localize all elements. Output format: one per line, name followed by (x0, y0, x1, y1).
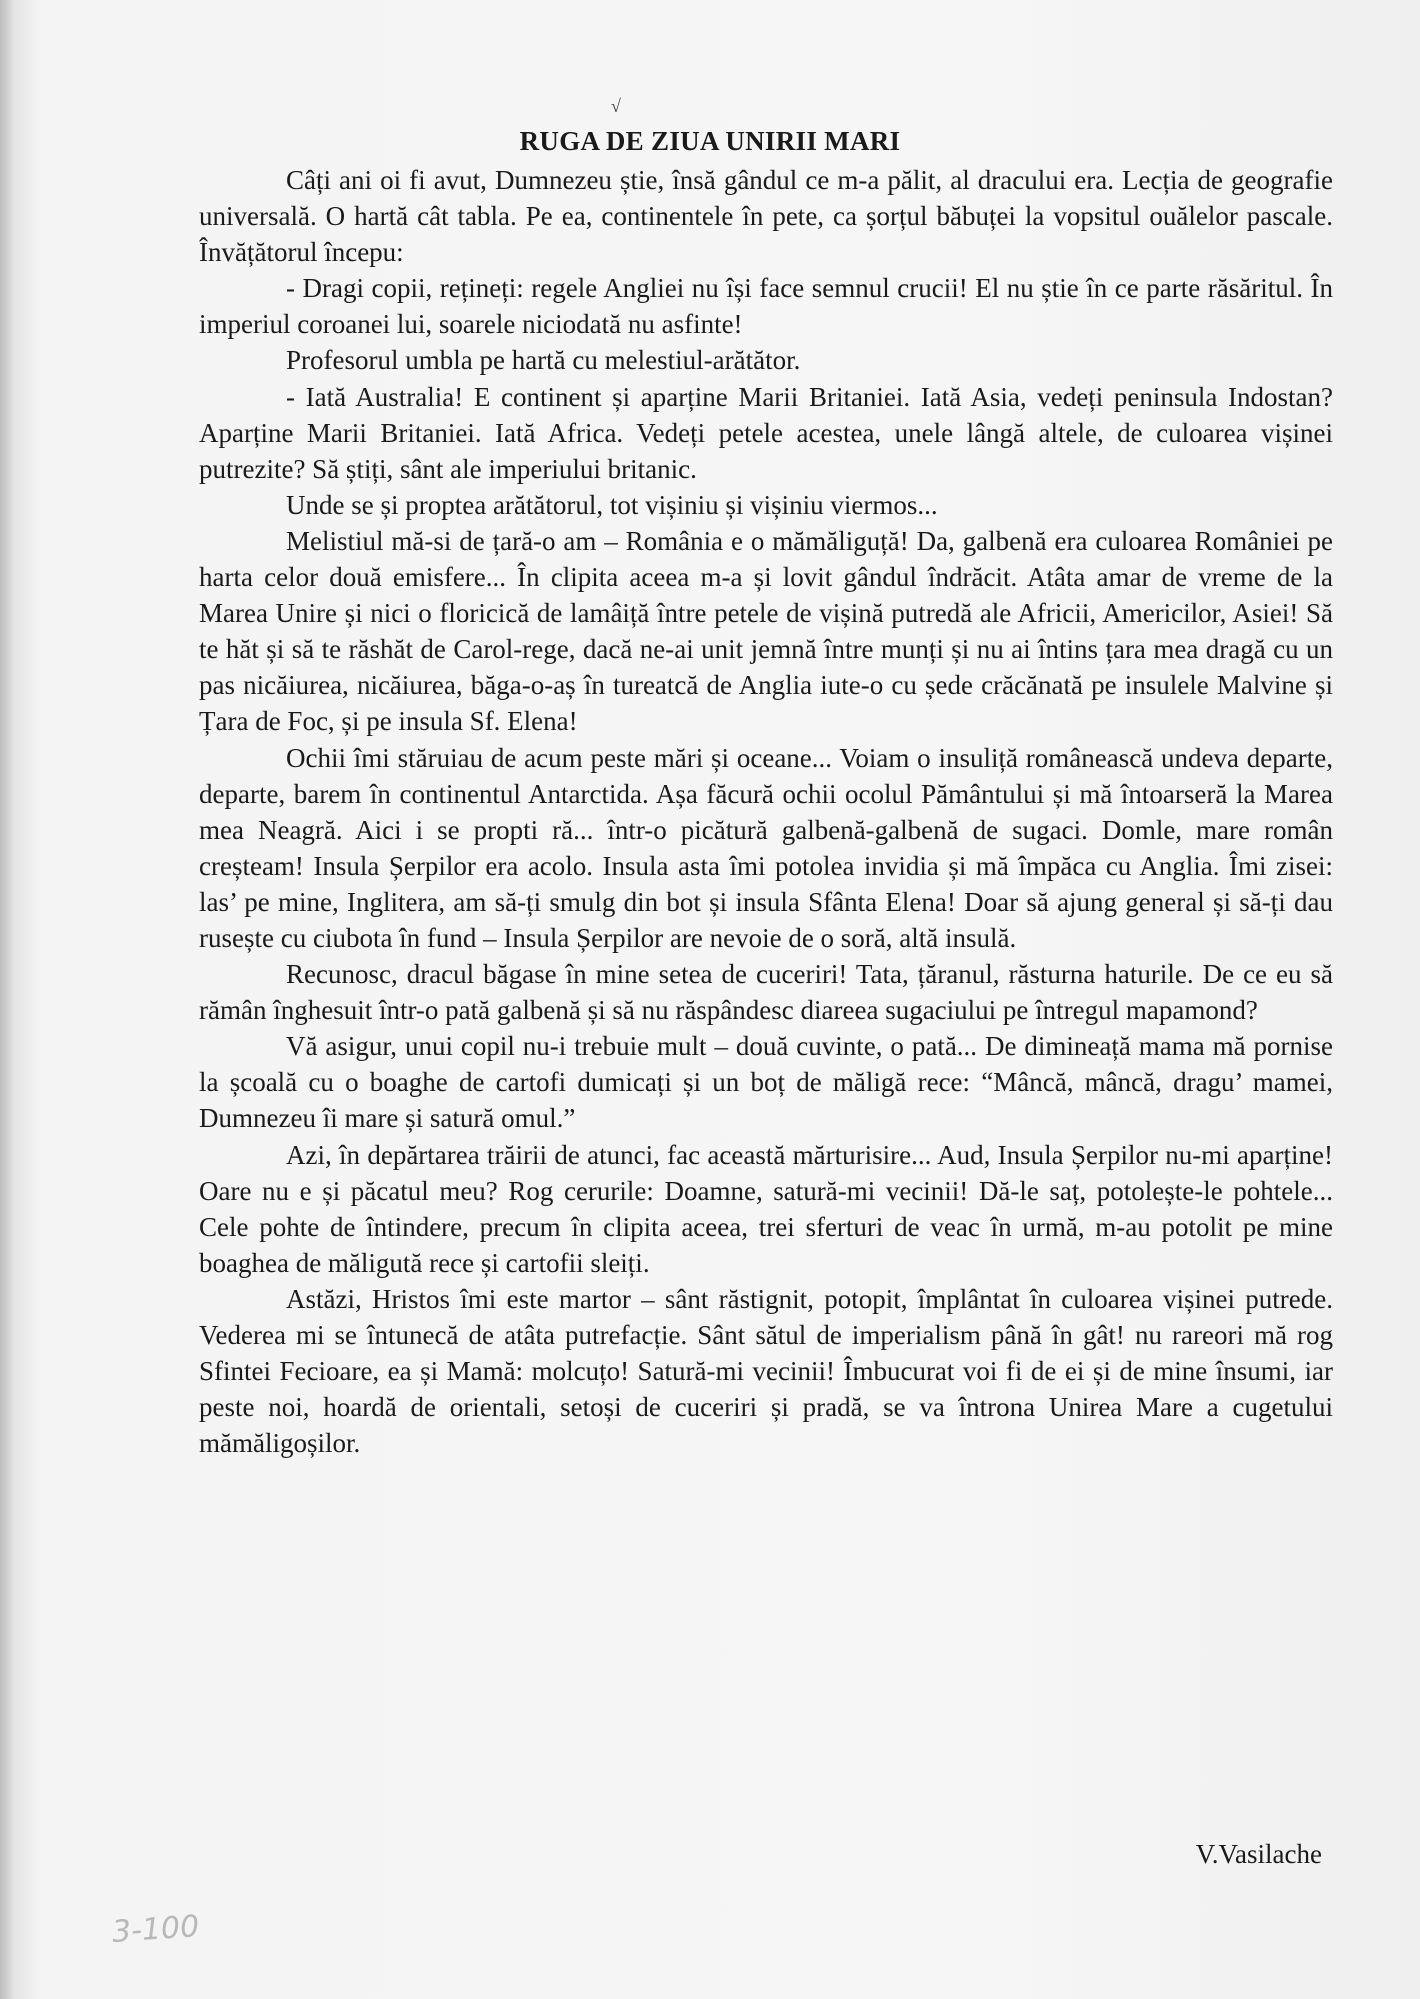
paragraph: Profesorul umbla pe hartă cu melestiul-arătător. (286, 345, 801, 376)
page-title: RUGA DE ZIUA UNIRII MARI (519, 126, 901, 156)
paragraph: Astăzi, Hristos îmi este martor – sânt răstignit, potopit, împlântat în culoarea vișinei putrede. Vederea mi se întunecă de atâta putrefacție. Sânt sătul de imperialism până în gât! nu rareori mă rog Sfintei Fecioare, ea și Mamă: molcuțo! Satură-mi vecinii! Îmbucurat voi fi de ei și de mine însumi, iar peste noi, hoardă de orientali, setoși de cuceriri și pradă, se va întrona Unirea Mare a cugetului mămăligoșilor. (199, 1283, 1333, 1459)
paragraph: - Iată Australia! E continent și aparține Marii Britaniei. Iată Asia, vedeți peninsula Indostan? Aparține Marii Britaniei. Iată Africa. Vedeți petele acestea, unele lângă altele, de culoarea vișinei putrezite? Să știți, sânt ale imperiului britanic. (199, 381, 1333, 484)
pencil-margin-note: 3-100 (110, 1909, 201, 1950)
article-body (199, 162, 1333, 1461)
paragraph: Ochii îmi stăruiau de acum peste mări și oceane... Voiam o insuliță românească undeva departe, departe, barem în continentul Antarctida. Așa făcură ochii ocolul Pământului și mă întoarseră la Marea mea Neagră. Aici i se propti ră... într-o picătură galbenă-galbenă de sugaci. Domle, mare român creșteam! Insula Șerpilor era acolo. Insula asta îmi potolea invidia și mă împăca cu Anglia. Îmi zisei: las’ pe mine, Inglitera, am să-ți smulg din bot și insula Sfânta Elena! Doar să ajung general și să-ți dau rusește cu ciubota în fund – Insula Șerpilor are nevoie de o soră, altă insulă. (199, 742, 1333, 953)
paragraph: Recunosc, dracul băgase în mine setea de cuceriri! Tata, țăranul, răsturna haturile. De ce eu să rămân înghesuit într-o pată galbenă și să nu răspândesc diareea sugaciului pe întregul mapamond? (199, 959, 1333, 1026)
paragraph: Unde se și proptea arătătorul, tot vișiniu și vișiniu viermos... (286, 489, 938, 520)
check-mark: √ (611, 96, 621, 116)
paragraph: - Dragi copii, rețineți: regele Angliei nu își face semnul crucii! El nu știe în ce parte răsăritul. În imperiul coroanei lui, soarele niciodată nu asfinte! (199, 273, 1333, 340)
paragraph: Câți ani oi fi avut, Dumnezeu știe, însă gândul ce m-a pălit, al dracului era. Lecția de geografie universală. O hartă cât tabla. Pe ea, continentele în pete, ca șorțul băbuței la vopsitul ouălelor pascale. Învățătorul începu: (199, 165, 1333, 268)
paragraph: Melistiul mă-si de țară-o am – România e o mămăliguță! Da, galbenă era culoarea României pe harta celor două emisfere... În clipita aceea m-a și lovit gândul îndrăcit. Atâta amar de vreme de la Marea Unire și nici o floricică de lamâiță între petele de vișină putredă ale Africii, Americilor, Asiei! Să te hăt și să te răshăt de Carol-rege, dacă ne-ai unit jemnă între munți și nu ai întins țara mea dragă cu un pas nicăiurea, nicăiurea, băga-o-aș în tureatcă de Anglia iute-o cu șede crăcănată pe insulele Malvine și Țara de Foc, și pe insula Sf. Elena! (199, 525, 1333, 737)
paragraph: Vă asigur, unui copil nu-i trebuie mult – două cuvinte, o pată... De dimineață mama mă pornise la școală cu o boaghe de cartofi dumicați și un boț de măligă rece: “Mâncă, mâncă, dragu’ mamei, Dumnezeu îi mare și satură omul.” (199, 1031, 1333, 1134)
author-signature: V.Vasilache (1195, 1839, 1322, 1869)
page-edge-shadow (0, 0, 14, 1999)
paragraph: Azi, în depărtarea trăirii de atunci, fac această mărturisire... Aud, Insula Șerpilor nu-mi aparține! Oare nu e și păcatul meu? Rog cerurile: Doamne, satură-mi vecinii! Dă-le saț, potolește-le pohtele... Cele pohte de întindere, precum în clipita aceea, trei sferturi de veac în urmă, m-au potolit pe mine boaghea de măligută rece și cartofii sleiți. (199, 1139, 1333, 1278)
